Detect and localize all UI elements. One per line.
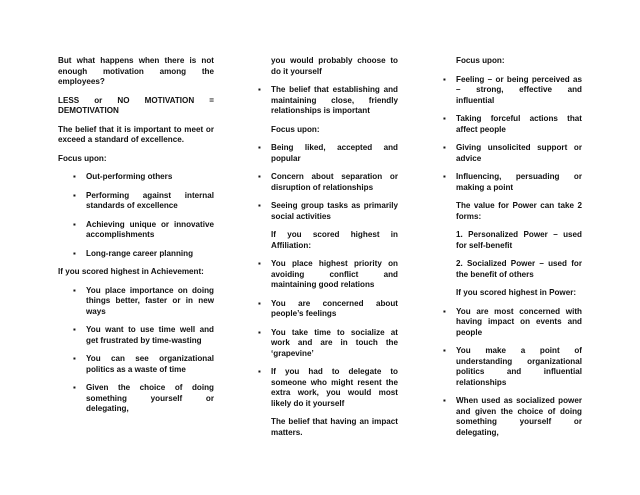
bullet-icon: ▪ <box>258 259 261 268</box>
demotivation-heading: LESS or NO MOTIVATION = DEMOTIVATION <box>58 95 214 115</box>
list-item: ▪ The belief that establishing and maintaining close, friendly relationships is important <box>258 85 398 115</box>
bullet-icon: ▪ <box>258 367 261 376</box>
list-item: ▪ You want to use time well and get frustrated by time-wasting <box>73 325 214 345</box>
column-3 <box>443 56 582 446</box>
list-item: ▪ You are most concerned with having impact on events and people <box>443 306 582 337</box>
bullet-icon: ▪ <box>73 248 76 258</box>
bullet-icon: ▪ <box>258 85 261 94</box>
continuation-text: you would probably choose to do it yourself <box>271 56 398 76</box>
bullet-icon: ▪ <box>73 190 76 200</box>
bullet-icon: ▪ <box>258 143 261 152</box>
power-scored-heading: If you scored highest in Power: <box>456 288 577 297</box>
personalized-power: 1. Personalized Power – used for self-benefit <box>456 230 582 250</box>
bullet-icon: ▪ <box>443 114 446 123</box>
bullet-icon: ▪ <box>443 143 446 152</box>
list-item: ▪ You make a point of understanding organizational politics and influential relationships <box>443 346 582 387</box>
focus-label: Focus upon: <box>58 153 107 163</box>
bullet-icon: ▪ <box>73 219 76 229</box>
list-item: ▪ You are concerned about people’s feelings <box>258 298 398 318</box>
list-item: ▪ Given the choice of doing something yourself or delegating, <box>73 383 214 413</box>
column-1 <box>58 56 214 423</box>
affiliation-scored-heading: If you scored highest in Affiliation: <box>271 230 398 250</box>
list-item: ▪ Out-performing others <box>73 172 173 181</box>
bullet-icon: ▪ <box>443 306 446 316</box>
list-item: ▪ When used as socialized power and given the choice of doing something yourself or delegating, <box>443 396 582 437</box>
bullet-icon: ▪ <box>73 172 76 181</box>
column-2 <box>258 56 398 446</box>
list-item: ▪ You can see organizational politics as a waste of time <box>73 354 214 374</box>
socialized-power: 2. Socialized Power – used for the benefit of others <box>456 259 582 279</box>
list-item: ▪ Performing against internal standards of excellence <box>73 190 214 210</box>
list-item: ▪ Giving unsolicited support or advice <box>443 143 582 163</box>
list-item: ▪ Influencing, persuading or making a point <box>443 172 582 192</box>
achievement-scored-heading: If you scored highest in Achievement: <box>58 267 204 276</box>
list-item: ▪ You take time to socialize at work and are in touch the ‘grapevine’ <box>258 327 398 358</box>
focus-label: Focus upon: <box>271 124 320 134</box>
bullet-icon: ▪ <box>258 327 261 337</box>
list-item: ▪ Long-range career planning <box>73 248 194 258</box>
list-item: ▪ Achieving unique or innovative accomplishments <box>73 219 214 239</box>
list-item: ▪ If you had to delegate to someone who might resent the extra work, you would most likely do it yourself <box>258 367 398 408</box>
list-item: ▪ You place importance on doing things better, faster or in new ways <box>73 285 214 316</box>
power-value-text: The value for Power can take 2 forms: <box>456 201 582 221</box>
bullet-icon: ▪ <box>443 346 446 355</box>
bullet-icon: ▪ <box>73 325 76 334</box>
list-item: ▪ Seeing group tasks as primarily social activities <box>258 201 398 221</box>
bullet-icon: ▪ <box>443 172 446 181</box>
focus-label: Focus upon: <box>456 56 505 65</box>
power-belief: The belief that having an impact matters. <box>271 417 398 437</box>
bullet-icon: ▪ <box>443 396 446 405</box>
intro-question: But what happens when there is not enough motivation among the employees? <box>58 56 214 86</box>
bullet-icon: ▪ <box>73 285 76 295</box>
list-item: ▪ Being liked, accepted and popular <box>258 143 398 163</box>
achievement-belief: The belief that it is important to meet or exceed a standard of excellence. <box>58 124 214 144</box>
bullet-icon: ▪ <box>258 172 261 181</box>
bullet-icon: ▪ <box>258 298 261 308</box>
bullet-icon: ▪ <box>258 201 261 210</box>
bullet-icon: ▪ <box>73 383 76 392</box>
list-item: ▪ Concern about separation or disruption of relationships <box>258 172 398 192</box>
list-item: ▪ Taking forceful actions that affect people <box>443 114 582 134</box>
bullet-icon: ▪ <box>73 354 76 363</box>
list-item: ▪ You place highest priority on avoiding conflict and maintaining good relations <box>258 259 398 289</box>
bullet-icon: ▪ <box>443 74 446 84</box>
list-item: ▪ Feeling – or being perceived as – strong, effective and influential <box>443 74 582 105</box>
